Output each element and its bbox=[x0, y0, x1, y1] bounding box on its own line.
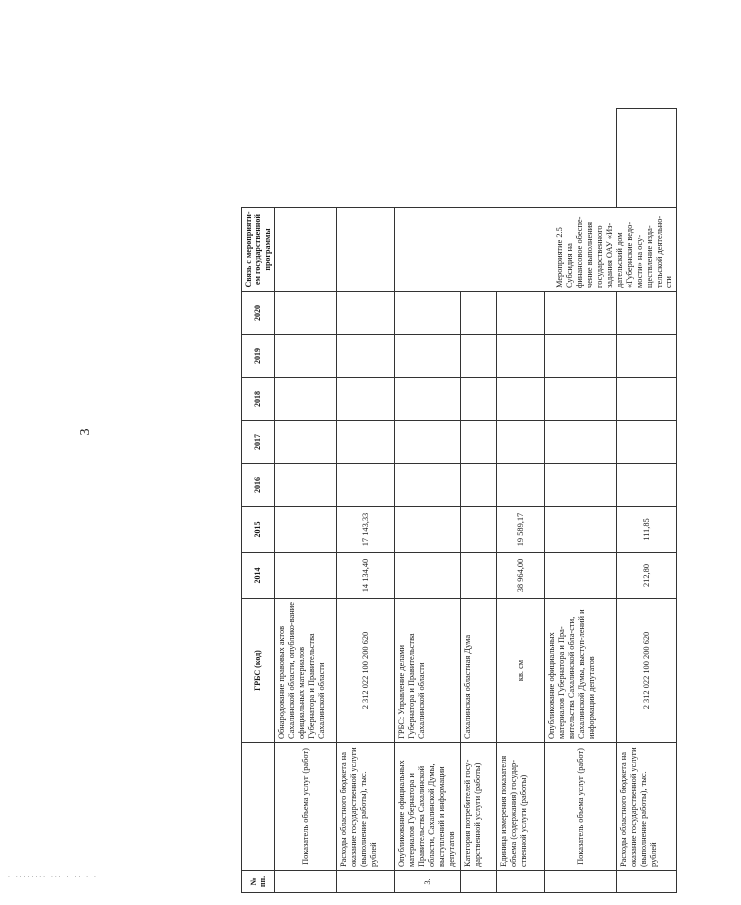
row-grbs: 2 312 022 100 200 620 bbox=[617, 599, 677, 743]
row-2019 bbox=[337, 335, 395, 378]
row-link bbox=[617, 109, 677, 208]
row-label: Единица измерения показателя объема (содержания) государ-ственной услуги (работы) bbox=[497, 743, 545, 871]
rotated-table-container bbox=[241, 108, 741, 893]
row-2017 bbox=[395, 421, 461, 464]
header-2016: 2016 bbox=[242, 464, 275, 507]
row-2018 bbox=[497, 378, 545, 421]
row-grbs: ГРБС: Управление делами Губернатора и Правительства Сахалинской области bbox=[395, 599, 461, 743]
header-2020: 2020 bbox=[242, 292, 275, 335]
row-label: Расходы областного бюджета на оказание государственной услуги (выполнение работы), тыс. рублей bbox=[617, 743, 677, 871]
row-2015 bbox=[275, 507, 337, 553]
row-2014 bbox=[395, 553, 461, 599]
row-2019 bbox=[617, 335, 677, 378]
row-label: Показатель объема услуг (работ) bbox=[275, 743, 337, 871]
header-label bbox=[242, 743, 275, 871]
row-2018 bbox=[395, 378, 461, 421]
header-no: № пп. bbox=[242, 871, 275, 893]
row-grbs: 2 312 022 100 200 620 bbox=[337, 599, 395, 743]
row-2014 bbox=[461, 553, 497, 599]
header-2014: 2014 bbox=[242, 553, 275, 599]
row-2018 bbox=[275, 378, 337, 421]
scan-artifact: . ........ ... . .. . . bbox=[8, 872, 98, 879]
row-label: Расходы областного бюджета на оказание государственной услуги (выполнение работы), тыс. рублей bbox=[337, 743, 395, 871]
row-label: Показатель объема услуг (работ) bbox=[545, 743, 617, 871]
row-2017 bbox=[461, 421, 497, 464]
row-2014: 38 964,00 bbox=[497, 553, 545, 599]
row-2015 bbox=[545, 507, 617, 553]
row-2016 bbox=[395, 464, 461, 507]
row-2015: 111,85 bbox=[617, 507, 677, 553]
row-2020 bbox=[617, 292, 677, 335]
row-2015: 19 589,17 bbox=[497, 507, 545, 553]
row-2015 bbox=[461, 507, 497, 553]
table-row bbox=[395, 109, 461, 893]
header-2017: 2017 bbox=[242, 421, 275, 464]
row-2019 bbox=[461, 335, 497, 378]
row-2016 bbox=[545, 464, 617, 507]
row-2017 bbox=[497, 421, 545, 464]
row-2020 bbox=[275, 292, 337, 335]
row-2020 bbox=[545, 292, 617, 335]
page-number: 3 bbox=[78, 428, 93, 436]
row-2017 bbox=[617, 421, 677, 464]
header-link: Связь с мероприяти-ем государственной программы bbox=[242, 208, 275, 292]
row-2017 bbox=[545, 421, 617, 464]
row-2020 bbox=[337, 292, 395, 335]
header-2015: 2015 bbox=[242, 507, 275, 553]
row-grbs: Опубликование официальных материалов Губернатора и Пра-вительства Сахалинской обла-сти, Сахалинской Думы, выступ-лений и информации депутатов bbox=[545, 599, 617, 743]
row-2018 bbox=[337, 378, 395, 421]
header-row bbox=[242, 109, 275, 893]
row-2017 bbox=[337, 421, 395, 464]
table-row bbox=[275, 109, 337, 893]
row-label: Опубликование официальных материалов Губернатора и Правительства Сахалинской области, Сахалинской Думы, выступлений и информации депутатов bbox=[395, 743, 461, 871]
row-2018 bbox=[617, 378, 677, 421]
row-no bbox=[337, 871, 395, 893]
row-grbs: кв. см bbox=[497, 599, 545, 743]
row-2020 bbox=[395, 292, 461, 335]
row-2014 bbox=[275, 553, 337, 599]
row-link-merged: Мероприятие 2.5 Субсидия на финансовое обеспе-чение выполнения государственного задания ОАУ «Из-дательский дом «Губернские ведо-мости» на осу-ществление изда-тельской деятельно-сти bbox=[395, 208, 677, 292]
row-2016 bbox=[461, 464, 497, 507]
row-2016 bbox=[617, 464, 677, 507]
row-no: 3. bbox=[395, 871, 461, 893]
row-2019 bbox=[497, 335, 545, 378]
row-2019 bbox=[275, 335, 337, 378]
row-2018 bbox=[461, 378, 497, 421]
header-2018: 2018 bbox=[242, 378, 275, 421]
row-link bbox=[275, 208, 337, 292]
header-grbs: ГРБС (код) bbox=[242, 599, 275, 743]
row-2016 bbox=[497, 464, 545, 507]
row-2018 bbox=[545, 378, 617, 421]
row-no bbox=[275, 871, 337, 893]
row-link bbox=[337, 208, 395, 292]
program-table bbox=[241, 108, 677, 893]
row-no bbox=[617, 871, 677, 893]
row-grbs: Сахалинская областная Дума bbox=[461, 599, 497, 743]
row-2015: 17 143,33 bbox=[337, 507, 395, 553]
row-2017 bbox=[275, 421, 337, 464]
row-2019 bbox=[545, 335, 617, 378]
row-no bbox=[461, 871, 497, 893]
row-2016 bbox=[275, 464, 337, 507]
row-2020 bbox=[461, 292, 497, 335]
row-2014: 212,80 bbox=[617, 553, 677, 599]
row-no bbox=[545, 871, 617, 893]
row-no bbox=[497, 871, 545, 893]
row-2014: 14 134,40 bbox=[337, 553, 395, 599]
row-grbs: Обнародование правовых актов Сахалинской области, опублико-вание официальных материалов Губернатора и Правительства Сахалинской области bbox=[275, 599, 337, 743]
row-2015 bbox=[395, 507, 461, 553]
header-2019: 2019 bbox=[242, 335, 275, 378]
row-label: Категория потребителей госу-дарственной услуги (работы) bbox=[461, 743, 497, 871]
row-2014 bbox=[545, 553, 617, 599]
table-row bbox=[337, 109, 395, 893]
row-2019 bbox=[395, 335, 461, 378]
row-2016 bbox=[337, 464, 395, 507]
row-2020 bbox=[497, 292, 545, 335]
